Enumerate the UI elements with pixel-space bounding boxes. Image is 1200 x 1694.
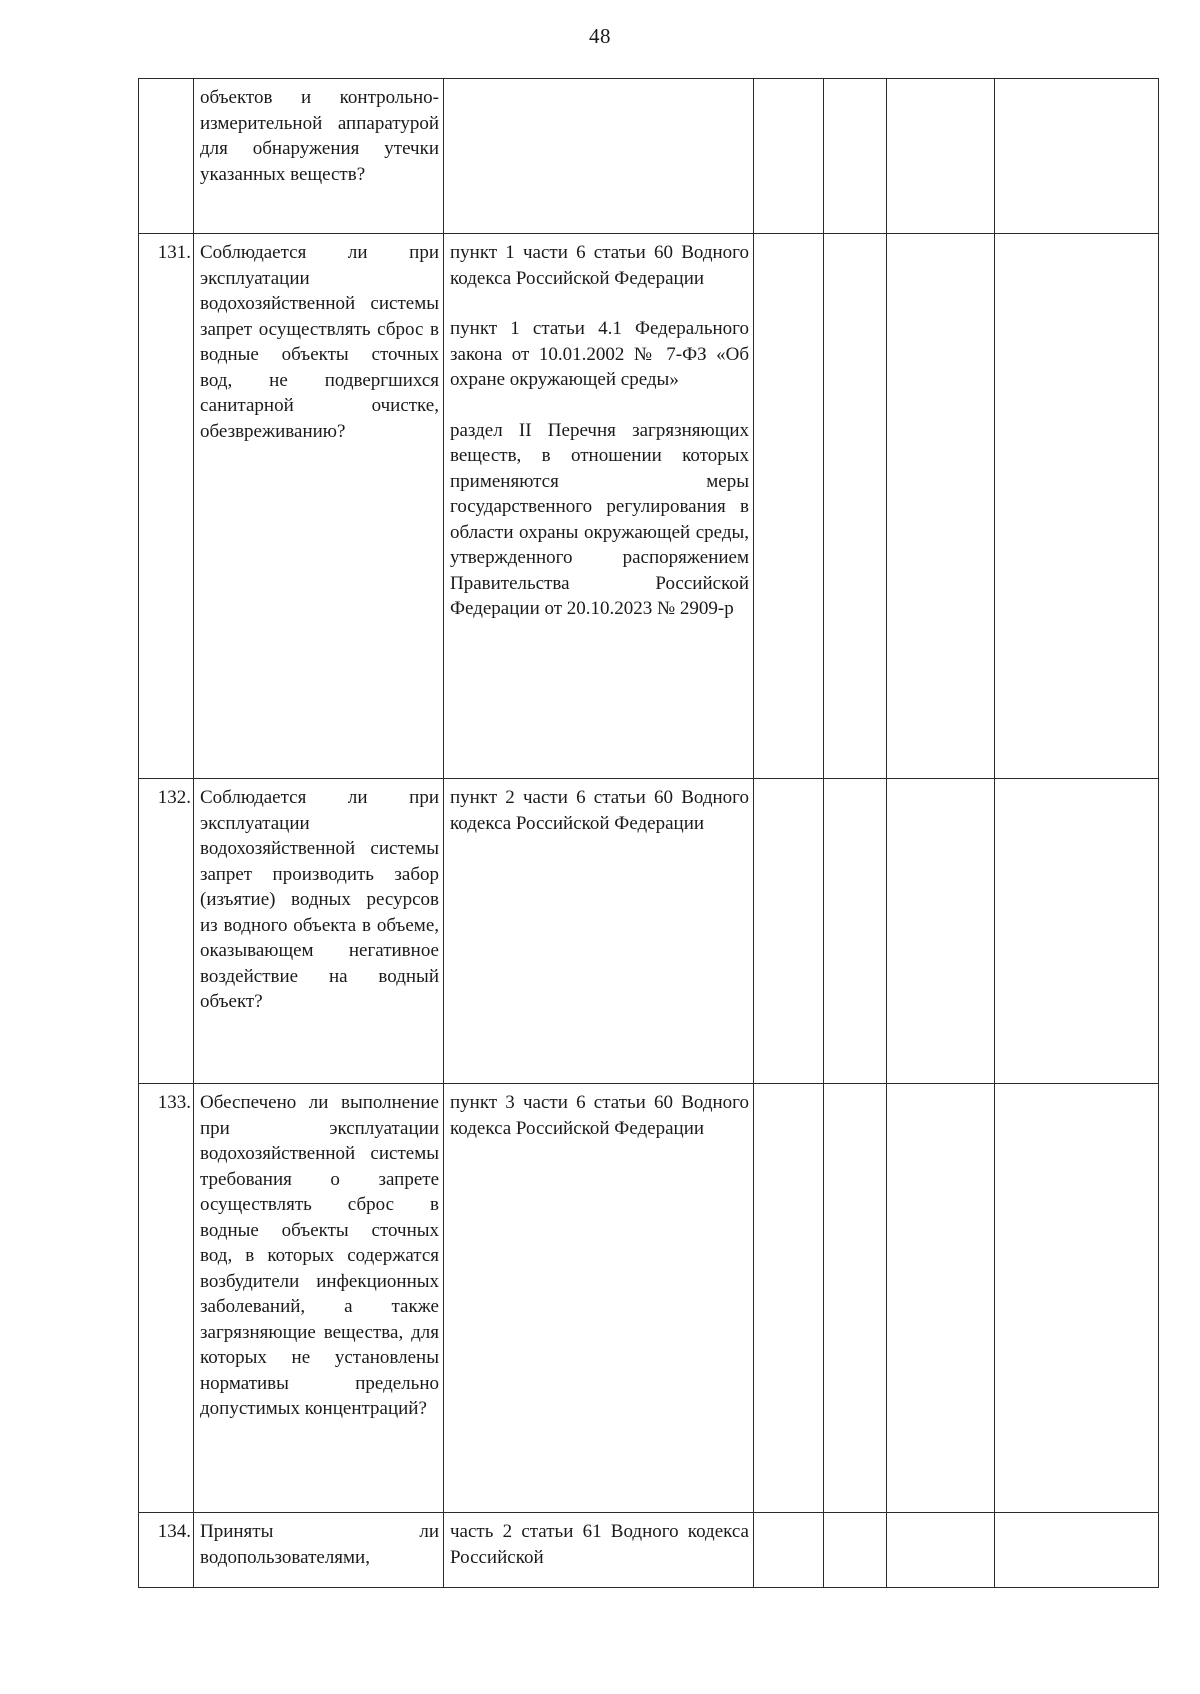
legal-reference: пункт 2 части 6 статьи 60 Водного кодекса Российской Федерации [450,787,749,834]
empty-cell [995,234,1159,779]
empty-cell [824,779,887,1084]
question-text: Обеспечено ли выполнение при эксплуатации водохозяйственной системы требования о запрете осуществлять сброс в водные объекты сточных вод, в которых содержатся возбудители инфекционных заболеваний, а также загрязняющие вещества, для которых не установлены нормативы предельно допустимых концентраций? [200,1092,439,1419]
legal-reference: пункт 1 статьи 4.1 Федерального закона от 10.01.2002 № 7-ФЗ «Об охране окружающей среды» [450,318,749,390]
question-cell [194,79,444,234]
legal-reference: пункт 1 части 6 статьи 60 Водного кодекса Российской Федерации [450,242,749,289]
empty-cell [754,1513,824,1588]
legal-reference-cell [444,779,754,1084]
empty-cell [995,1513,1159,1588]
empty-cell [824,234,887,779]
legal-reference: пункт 3 части 6 статьи 60 Водного кодекса Российской Федерации [450,1092,749,1139]
empty-cell [754,1084,824,1513]
row-number [139,79,194,234]
row-number: 131. [139,234,194,779]
empty-cell [995,79,1159,234]
legal-reference: часть 2 статьи 61 Водного кодекса Российской [450,1521,749,1568]
empty-cell [754,79,824,234]
page-number: 48 [589,24,611,48]
empty-cell [824,1513,887,1588]
row-number: 133. [139,1084,194,1513]
empty-cell [887,1084,995,1513]
question-cell [194,779,444,1084]
legal-reference: раздел II Перечня загрязняющих веществ, в отношении которых применяются меры государственного регулирования в области охраны окружающей среды, утвержденного распоряжением Правительства Российской Федерации от 20.10.2023 № 2909-р [450,419,749,619]
question-cell [194,1084,444,1513]
question-text: Приняты ли водопользователями, [200,1521,439,1568]
row-number: 134. [139,1513,194,1588]
question-cell [194,234,444,779]
empty-cell [887,779,995,1084]
table-row [139,1513,1159,1588]
table-row [139,79,1159,234]
empty-cell [995,1084,1159,1513]
legal-reference-cell [444,79,754,234]
table-row [139,1084,1159,1513]
question-text: объектов и контрольно-измерительной аппаратурой для обнаружения утечки указанных веществ? [200,87,439,185]
question-text: Соблюдается ли при эксплуатации водохозяйственной системы запрет осуществлять сброс в водные объекты сточных вод, не подвергшихся санитарной очистке, обезвреживанию? [200,242,439,442]
legal-reference-cell [444,1513,754,1588]
empty-cell [754,234,824,779]
empty-cell [824,1084,887,1513]
empty-cell [887,1513,995,1588]
table-row [139,234,1159,779]
legal-reference-cell [444,234,754,779]
empty-cell [995,779,1159,1084]
question-cell [194,1513,444,1588]
legal-reference-cell [444,1084,754,1513]
empty-cell [887,234,995,779]
checklist-table [138,78,1159,1588]
table-row [139,779,1159,1084]
question-text: Соблюдается ли при эксплуатации водохозяйственной системы запрет производить забор (изъятие) водных ресурсов из водного объекта в объеме, оказывающем негативное воздействие на водный объект? [200,787,439,1012]
row-number: 132. [139,779,194,1084]
empty-cell [754,779,824,1084]
empty-cell [887,79,995,234]
empty-cell [824,79,887,234]
